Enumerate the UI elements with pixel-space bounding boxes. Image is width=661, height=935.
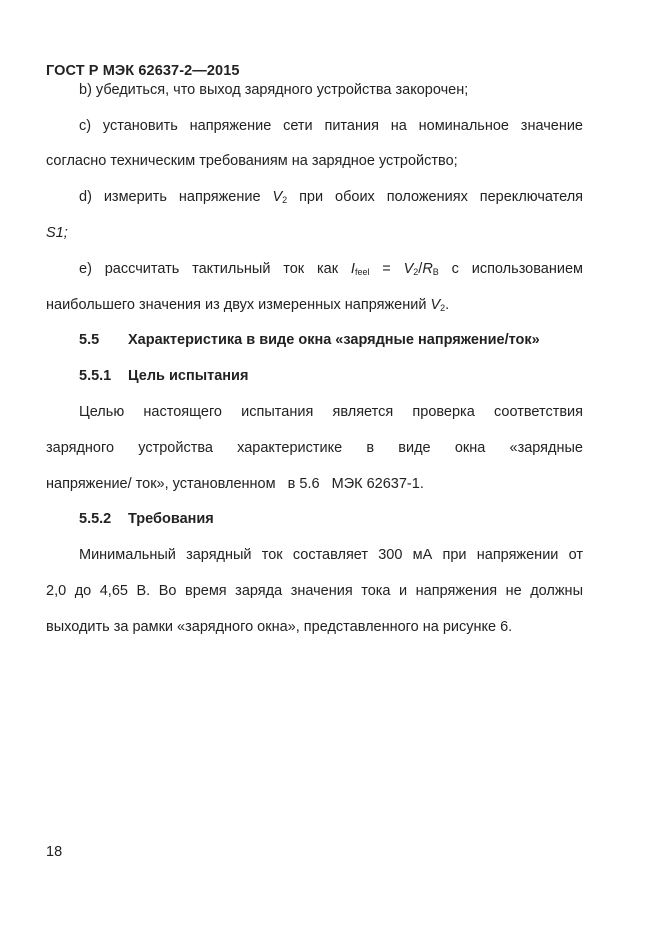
formula-equals: =	[369, 261, 404, 277]
formula-resistance-sub: B	[432, 267, 439, 277]
section-number: 5.5	[79, 332, 100, 348]
section-heading-5-5-2	[79, 510, 583, 528]
item-d-text-end: при обоих положениях переключателя	[287, 189, 584, 205]
item-c-line2: согласно техническим требованиям на зарядное устройство;	[46, 153, 458, 169]
section-title: Цель испытания	[128, 368, 249, 384]
item-d-line1	[79, 188, 583, 206]
item-e-line2-period: .	[445, 297, 450, 313]
item-b: b) убедиться, что выход зарядного устройства закорочен;	[79, 82, 469, 98]
item-e-line2-subscript: 2	[440, 303, 446, 313]
document-header: ГОСТ Р МЭК 62637-2—2015	[46, 63, 240, 79]
section-number: 5.5.2	[79, 511, 112, 527]
item-d-line2	[46, 224, 583, 242]
section-title: Характеристика в виде окна «зарядные напряжение/ток»	[128, 332, 540, 348]
formula-slash: /	[418, 261, 423, 277]
item-d-subscript: 2	[282, 195, 288, 205]
formula-voltage-sub: 2	[413, 267, 419, 277]
item-c-line1: c) установить напряжение сети питания на номинальное значение	[79, 118, 583, 134]
paragraph-2-line1: Минимальный зарядный ток составляет 300 мА при напряжении от	[79, 547, 583, 563]
item-e-line2	[46, 296, 583, 314]
formula-current-sub: feel	[354, 267, 370, 277]
formula-current: I	[350, 261, 355, 277]
switch-label: S1;	[46, 225, 68, 241]
paragraph-2-line3: выходить за рамки «зарядного окна», представленного на рисунке 6.	[46, 619, 513, 635]
section-number: 5.5.1	[79, 368, 112, 384]
item-e-text-end: с использованием	[438, 261, 583, 277]
paragraph-1-line3: напряжение/ ток», установленном в 5.6 МЭК 62637-1.	[46, 476, 424, 492]
item-e-line2-text: наибольшего значения из двух измеренных напряжений	[46, 297, 431, 313]
formula-resistance: R	[422, 261, 433, 277]
paragraph-1-line2: зарядного устройства характеристике в виде окна «зарядные	[46, 440, 583, 456]
item-e-text: e) рассчитать тактильный ток как	[79, 261, 351, 277]
section-heading-5-5	[79, 331, 583, 349]
page-number: 18	[46, 844, 63, 860]
section-title: Требования	[128, 511, 214, 527]
paragraph-2-line2: 2,0 до 4,65 В. Во время заряда значения тока и напряжения не должны	[46, 583, 583, 599]
paragraph-1-line1: Целью настоящего испытания является проверка соответствия	[79, 404, 583, 420]
item-e-line1	[79, 260, 583, 278]
item-e-line2-variable: V	[430, 297, 441, 313]
section-heading-5-5-1	[79, 367, 583, 385]
item-d-text: d) измерить напряжение	[79, 189, 273, 205]
formula-voltage: V	[403, 261, 414, 277]
item-d-variable: V	[272, 189, 283, 205]
